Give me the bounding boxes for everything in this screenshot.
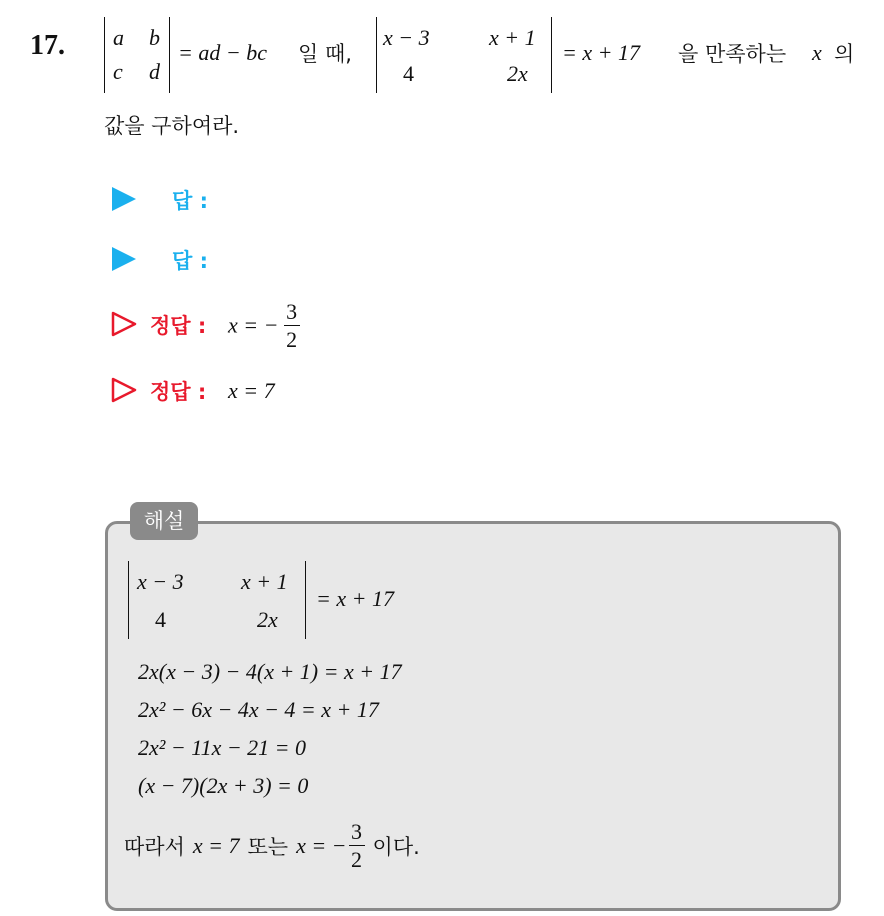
answer-label: 답 : [172,249,208,273]
det-q-tl: x − 3 [383,25,430,50]
det-formula: = ad − bc [178,40,267,65]
det-b: b [149,25,160,50]
question-line-2: 값을 구하여라. [104,114,240,138]
solution-tag: 해설 [130,502,198,540]
sol-det-bl: 4 [155,607,166,632]
solution-step: 2x² − 11x − 21 = 0 [138,735,307,760]
solution-step: 2x² − 6x − 4x − 4 = x + 17 [138,697,379,722]
correct-answer-2: x = 7 [228,378,275,403]
question-text-2: 의 [834,42,855,66]
solution-determinant [128,561,306,639]
correct-label: 정답 : [150,380,207,404]
sol-det-br: 2x [257,607,278,632]
det-when-text: 일 때, [298,42,352,66]
correct-arrow-icon [110,310,138,338]
solution-step: (x − 7)(2x + 3) = 0 [138,773,309,798]
question-var-x: x [812,40,822,65]
answer-arrow-icon [112,187,136,211]
fraction: $\frac{3}{2}$ [284,300,300,351]
answer-arrow-icon [112,247,136,271]
det-q-br: 2x [507,61,528,86]
sol-det-tr: x + 1 [241,569,288,594]
det-d: d [149,59,160,84]
solution-conclusion: 따라서 x = 7 또는 x = − $\frac{3}{2}$ 이다. [124,819,420,873]
det-a: a [113,25,124,50]
solution-det-rhs: = x + 17 [316,586,394,611]
correct-answer-1: x = − $\frac{3}{2}$ [228,300,300,351]
det-c: c [113,59,123,84]
correct-label: 정답 : [150,314,207,338]
det-q-bl: 4 [403,61,414,86]
definition-determinant [104,17,170,93]
sol-det-tl: x − 3 [137,569,184,594]
question-rhs: = x + 17 [562,40,640,65]
det-q-tr: x + 1 [489,25,536,50]
correct-arrow-icon [110,376,138,404]
question-number: 17. [30,30,65,61]
question-text-1: 을 만족하는 [678,42,787,66]
answer-label: 답 : [172,189,208,213]
fraction: $\frac{3}{2}$ [349,820,365,871]
question-determinant [376,17,552,93]
solution-step: 2x(x − 3) − 4(x + 1) = x + 17 [138,659,402,684]
